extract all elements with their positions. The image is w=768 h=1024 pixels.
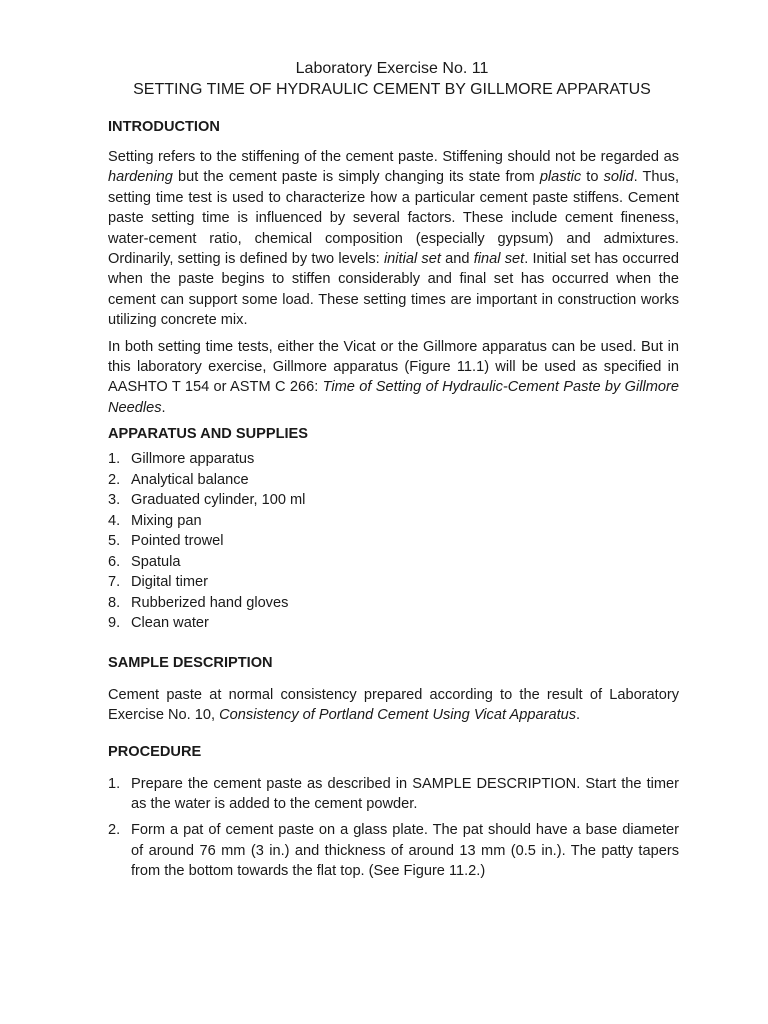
list-item-text: Graduated cylinder, 100 ml (131, 492, 306, 509)
introduction-paragraph-1 (108, 147, 679, 331)
text-run: . (161, 399, 166, 416)
italic-term: initial set (383, 251, 441, 268)
text-run: . (576, 707, 581, 724)
text-run: In both setting time tests, either the Vicat or the Gillmore apparatus can be used. But in this laboratory exercise, Gillmore apparatus (Figure 11.1) will be used as specified in AASHTO T 154 or ASTM C 266: (108, 338, 679, 396)
list-item-text: Digital timer (131, 574, 209, 591)
list-number: 8. (108, 594, 121, 611)
italic-term: hardening (108, 169, 173, 186)
list-item (108, 531, 679, 552)
list-item (108, 449, 679, 470)
list-item-text: Spatula (131, 553, 181, 570)
procedure-list (108, 774, 679, 882)
list-number: 2. (108, 471, 121, 488)
text-run: but the cement paste is simply changing its state from (172, 169, 540, 186)
document-body (108, 117, 679, 888)
list-item (108, 593, 679, 614)
exercise-number: Laboratory Exercise No. 11 (295, 60, 489, 77)
list-item-text: Clean water (131, 615, 209, 632)
list-item-text: Gillmore apparatus (131, 451, 255, 468)
introduction-paragraph-2 (108, 337, 679, 419)
list-number: 4. (108, 512, 121, 529)
page-title: SETTING TIME OF HYDRAULIC CEMENT BY GILLMORE APPARATUS (133, 81, 651, 98)
apparatus-list (108, 449, 679, 634)
list-number: 6. (108, 553, 121, 570)
text-run: . Thus, setting time test is used to characterize how a particular cement paste stiffens. Cement paste setting time is influenced by several factors. These include cement fineness, water-cement ratio, chemical composition (especially gypsum) and admixtures. Ordinarily, setting is defined by two levels: (108, 169, 679, 268)
list-item (108, 613, 679, 634)
procedure-step (108, 774, 679, 815)
introduction-heading: INTRODUCTION (108, 119, 220, 135)
procedure-step (108, 820, 679, 881)
apparatus-heading: APPARATUS AND SUPPLIES (108, 426, 309, 443)
list-number: 9. (108, 615, 121, 632)
step-number: 1. (108, 775, 121, 792)
list-number: 1. (108, 451, 121, 468)
italic-term: Consistency of Portland Cement Using Vicat Apparatus (219, 707, 577, 724)
list-number: 7. (108, 574, 121, 591)
italic-term: final set (473, 251, 525, 268)
step-text: Form a pat of cement paste on a glass plate. The pat should have a base diameter of around 76 mm (3 in.) and thickness of around 13 mm (0.5 in.). The patty tapers from the bottom towards the flat top. (See Figure 11.2.) (131, 822, 679, 880)
text-run: Cement paste at normal consistency prepared according to the result of Laboratory Exercise No. 10, (108, 686, 679, 724)
list-item (108, 470, 679, 491)
list-item (108, 490, 679, 511)
sample-description-paragraph (108, 685, 679, 726)
text-run: and (440, 251, 474, 268)
step-number: 2. (108, 822, 121, 839)
text-run: Setting refers to the stiffening of the cement paste. Stiffening should not be regarded as (108, 149, 679, 165)
title-block (0, 58, 768, 100)
procedure-heading: PROCEDURE (108, 743, 202, 760)
italic-term: plastic (539, 169, 582, 186)
sample-description-heading: SAMPLE DESCRIPTION (108, 654, 273, 671)
list-item-text: Analytical balance (131, 471, 249, 488)
text-run: . Initial set has occurred when the paste begins to stiffen considerably and final set has occurred when the cement can support some load. These setting times are important in construction works utilizing concrete mix. (108, 251, 680, 329)
list-item (108, 552, 679, 573)
list-item-text: Mixing pan (131, 512, 202, 529)
step-text: Prepare the cement paste as described in SAMPLE DESCRIPTION. Start the timer as the water is added to the cement powder. (131, 775, 679, 812)
list-item (108, 572, 679, 593)
list-item-text: Rubberized hand gloves (131, 594, 289, 611)
italic-term: solid (603, 169, 634, 186)
list-item (108, 511, 679, 532)
list-number: 3. (108, 492, 121, 509)
list-item-text: Pointed trowel (131, 533, 224, 550)
list-number: 5. (108, 533, 121, 550)
italic-term: Time of Setting of Hydraulic-Cement Paste by Gillmore Needles (108, 379, 679, 416)
text-run: to (581, 169, 604, 186)
